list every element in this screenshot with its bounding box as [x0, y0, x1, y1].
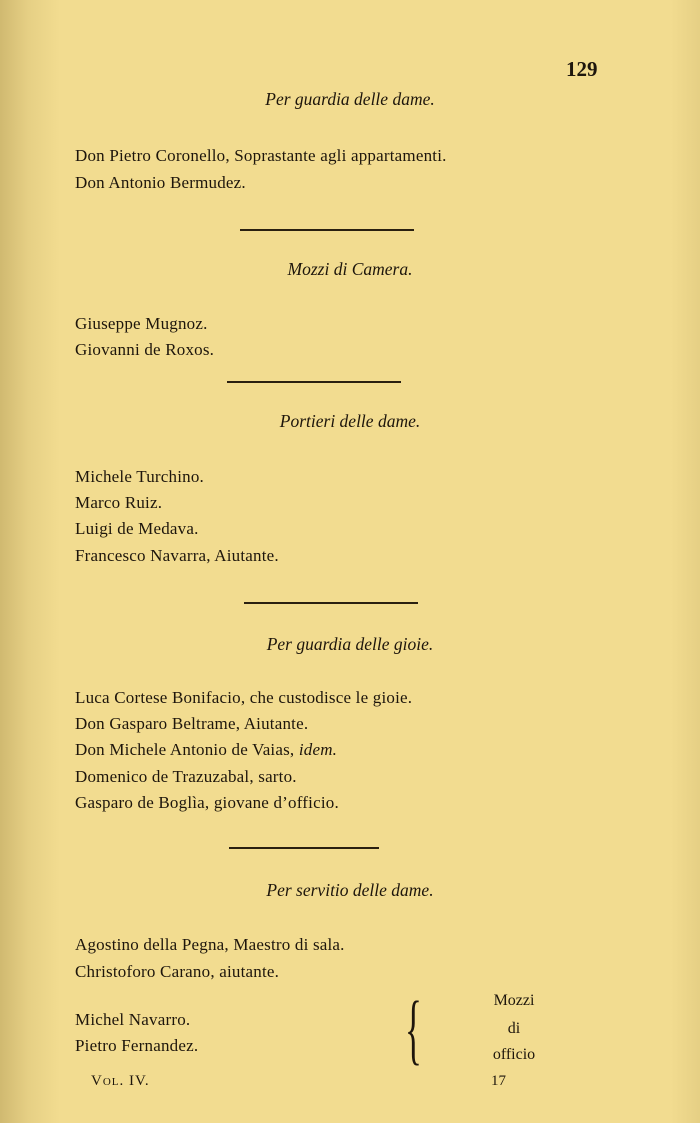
text-line: Michele Turchino. [75, 467, 205, 486]
text-line: Michel Navarro. [75, 1010, 191, 1029]
text-line: Pietro Fernandez. [75, 1036, 199, 1055]
text-line: Don Gasparo Beltrame, Aiutante. [75, 714, 309, 733]
text-line: Don Antonio Bermudez. [75, 173, 246, 192]
text-line: Agostino della Pegna, Maestro di sala. [75, 935, 345, 954]
divider-rule [227, 381, 401, 383]
section-heading: Portieri delle dame. [279, 411, 421, 431]
text-line: Francesco Navarra, Aiutante. [75, 546, 279, 565]
text-line: Domenico de Trazuzabal, sarto. [75, 767, 297, 786]
section-heading: Per servitio delle dame. [266, 880, 434, 900]
text-line: Giovanni de Roxos. [75, 340, 215, 359]
text-line: Gasparo de Boglìa, giovane d’officio. [75, 793, 339, 812]
curly-brace-icon: { [405, 985, 422, 1072]
side-note-line: di [507, 1020, 521, 1037]
text-line: Don Pietro Coronello, Soprastante agli appartamenti. [75, 146, 447, 165]
section-heading: Per guardia delle gioie. [266, 634, 434, 654]
side-note-line: officio [492, 1046, 536, 1063]
volume-label: Vol. IV. [91, 1073, 150, 1089]
text-line: Giuseppe Mugnoz. [75, 314, 208, 333]
text-line: Christoforo Carano, aiutante. [75, 962, 280, 981]
text-line: Luigi de Medava. [75, 519, 199, 538]
section-heading: Mozzi di Camera. [287, 259, 413, 279]
signature-mark: 17 [491, 1073, 506, 1089]
side-note-line: Mozzi [493, 992, 535, 1009]
text-line [75, 740, 337, 760]
divider-rule [244, 602, 418, 604]
divider-rule [240, 229, 414, 231]
divider-rule [229, 847, 379, 849]
text-line: Marco Ruiz. [75, 493, 163, 512]
text-line-main: Don Michele Antonio de Vaias, [75, 740, 295, 759]
idem-abbrev: idem. [298, 740, 338, 759]
text-line: Luca Cortese Bonifacio, che custodisce le gioie. [75, 688, 413, 707]
page-number: 129 [566, 57, 598, 81]
section-heading: Per guardia delle dame. [265, 89, 435, 109]
